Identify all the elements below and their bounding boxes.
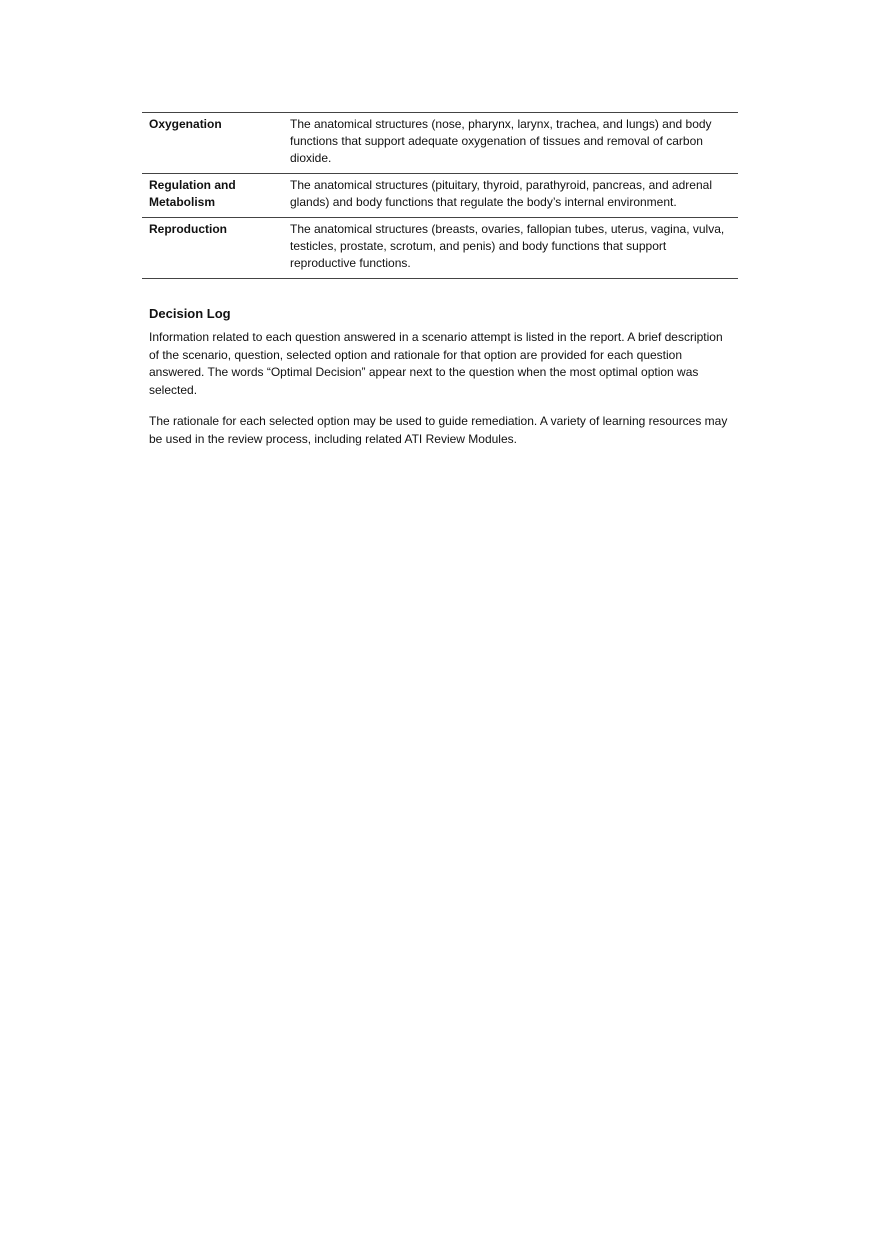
definition-term: Oxygenation (149, 117, 222, 131)
definitions-table (142, 112, 738, 279)
decision-log-section (142, 305, 738, 448)
section-heading: Decision Log (149, 306, 231, 321)
definition-term: Regulation and Metabolism (149, 178, 236, 209)
paragraph: The rationale for each selected option may be used to guide remediation. A variety of learning resources may be used in the review process, including related ATI Review Modules. (149, 414, 728, 446)
document-page (142, 112, 738, 462)
table-row (142, 174, 738, 218)
definition-description: The anatomical structures (breasts, ovaries, fallopian tubes, uterus, vagina, vulva, testicles, prostate, scrotum, and penis) and body functions that support reproductive functions. (290, 222, 725, 270)
table-row (142, 113, 738, 174)
definition-description: The anatomical structures (pituitary, thyroid, parathyroid, pancreas, and adrenal glands) and body functions that regulate the body’s internal environment. (290, 178, 712, 209)
definition-term: Reproduction (149, 222, 227, 236)
definition-description: The anatomical structures (nose, pharynx, larynx, trachea, and lungs) and body functions that support adequate oxygenation of tissues and removal of carbon dioxide. (290, 117, 712, 165)
table-row (142, 218, 738, 279)
paragraph: Information related to each question answered in a scenario attempt is listed in the report. A brief description of the scenario, question, selected option and rationale for that option are provided for each question answered. The words “Optimal Decision” appear next to the question when the most optimal option was selected. (149, 330, 723, 397)
